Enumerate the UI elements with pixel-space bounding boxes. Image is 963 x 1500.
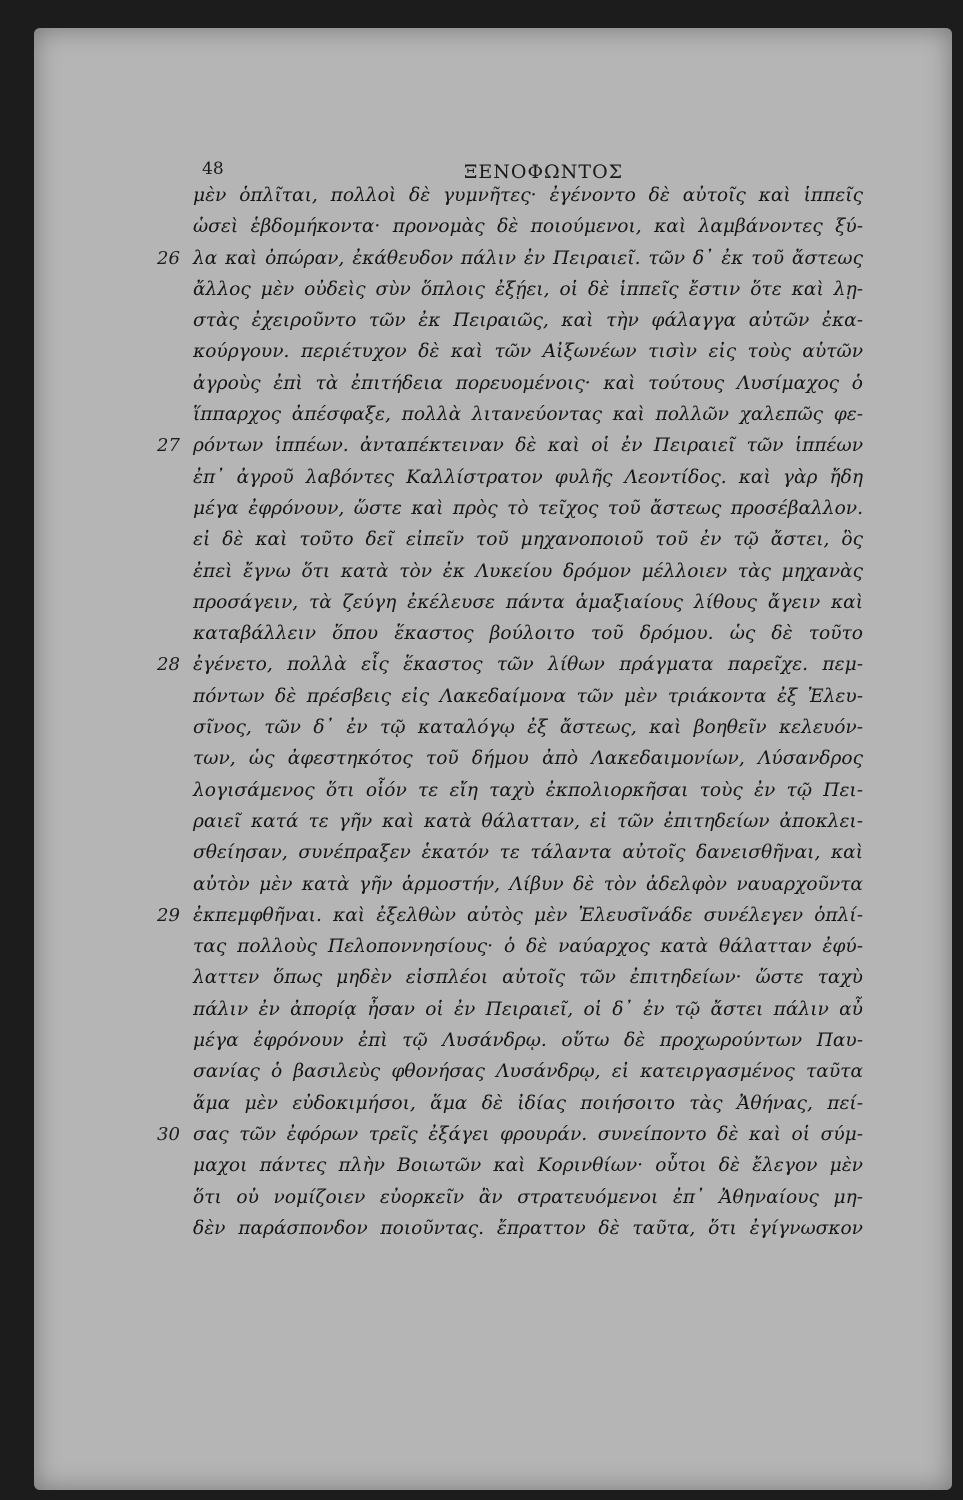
- line-text: εἰ δὲ καὶ τοῦτο δεῖ εἰπεῖν τοῦ μηχανοποιοῦ τοῦ ἐν τῷ ἄστει, ὃς: [193, 529, 863, 551]
- text-line: [157, 430, 863, 461]
- line-text: σανίας ὁ βασιλεὺς φθονήσας Λυσάνδρῳ, εἰ κατειργασμένος ταῦτα: [193, 1061, 863, 1083]
- line-text: λαττεν ὅπως μηδὲν εἰσπλέοι αὐτοῖς τῶν ἐπιτηδείων· ὥστε ταχὺ: [193, 967, 863, 989]
- text-line: [157, 243, 863, 274]
- section-number: 30: [157, 1123, 180, 1145]
- line-text: δὲν παράσπονδον ποιοῦντας. ἔπραττον δὲ ταῦτα, ὅτι ἐγίγνωσκον: [193, 1217, 863, 1239]
- line-text: πάλιν ἐν ἀπορίᾳ ἦσαν οἱ ἐν Πειραιεῖ, οἱ δ᾽ ἐν τῷ ἄστει πάλιν αὖ: [193, 998, 863, 1020]
- line-text: ραιεῖ κατά τε γῆν καὶ κατὰ θάλατταν, εἰ τῶν ἐπιτηδείων ἀποκλει-: [193, 810, 863, 832]
- text-line: [193, 1025, 863, 1056]
- text-line: [193, 931, 863, 962]
- running-head: ΞΕΝΟΦΩΝΤΟΣ: [464, 161, 624, 183]
- text-line: [193, 994, 863, 1025]
- text-line: [193, 587, 863, 618]
- text-line: [193, 712, 863, 743]
- line-text: ἀγροὺς ἐπὶ τὰ ἐπιτήδεια πορευομένοις· καὶ τούτους Λυσίμαχος ὁ: [193, 372, 863, 394]
- line-text: ἵππαρχος ἀπέσφαξε, πολλὰ λιτανεύοντας καὶ πολλῶν χαλεπῶς φε-: [193, 404, 863, 426]
- line-text: καταβάλλειν ὅπου ἕκαστος βούλοιτο τοῦ δρόμου. ὡς δὲ τοῦτο: [193, 623, 863, 645]
- line-text: μέγα ἐφρόνουν, ὥστε καὶ πρὸς τὸ τεῖχος τοῦ ἄστεως προσέβαλλον.: [193, 497, 863, 519]
- line-text: λογισάμενος ὅτι οἷόν τε εἴη ταχὺ ἐκπολιορκῆσαι τοὺς ἐν τῷ Πει-: [193, 779, 863, 801]
- text-line: [193, 681, 863, 712]
- line-text: σθείησαν, συνέπραξεν ἑκατόν τε τάλαντα αὐτοῖς δανεισθῆναι, καὶ: [193, 842, 863, 864]
- section-number: 26: [157, 247, 180, 269]
- line-text: σας τῶν ἐφόρων τρεῖς ἐξάγει φρουράν. συνείποντο δὲ καὶ οἱ σύμ-: [193, 1123, 863, 1145]
- line-text: ἐγένετο, πολλὰ εἷς ἕκαστος τῶν λίθων πράγματα παρεῖχε. πεμ-: [193, 654, 863, 676]
- line-text: ἐκπεμφθῆναι. καὶ ἐξελθὼν αὐτὸς μὲν Ἐλευσῖνάδε συνέλεγεν ὁπλί-: [193, 904, 863, 926]
- text-line: [157, 649, 863, 680]
- text-line: [193, 962, 863, 993]
- line-text: προσάγειν, τὰ ζεύγη ἐκέλευσε πάντα ἁμαξιαίους λίθους ἄγειν καὶ: [193, 591, 863, 613]
- line-text: σῖνος, τῶν δ᾽ ἐν τῷ καταλόγῳ ἐξ ἄστεως, καὶ βοηθεῖν κελευόν-: [193, 717, 863, 739]
- text-line: [193, 806, 863, 837]
- text-line: [157, 900, 863, 931]
- line-text: μὲν ὁπλῖται, πολλοὶ δὲ γυμνῆτες· ἐγένοντο δὲ αὐτοῖς καὶ ἱππεῖς: [193, 185, 863, 206]
- page-number: 48: [202, 159, 224, 179]
- text-line: [193, 618, 863, 649]
- text-line: [193, 211, 863, 242]
- section-number: 27: [157, 435, 180, 457]
- line-text: ἅμα μὲν εὐδοκιμήσοι, ἅμα δὲ ἰδίας ποιήσοιτο τὰς Ἀθήνας, πεί-: [193, 1092, 863, 1114]
- line-text: στὰς ἐχειροῦντο τῶν ἐκ Πειραιῶς, καὶ τὴν φάλαγγα αὐτῶν ἐκα-: [193, 310, 863, 332]
- text-line: [193, 743, 863, 774]
- text-line: [193, 399, 863, 430]
- line-text: ἄλλος μὲν οὐδεὶς σὺν ὅπλοις ἐξῄει, οἱ δὲ ἱππεῖς ἔστιν ὅτε καὶ λῃ-: [193, 278, 863, 300]
- line-text: μαχοι πάντες πλὴν Βοιωτῶν καὶ Κορινθίων· οὗτοι δὲ ἔλεγον μὲν: [193, 1155, 863, 1177]
- text-block: [157, 180, 863, 1244]
- text-line: [157, 1119, 863, 1150]
- line-text: αὐτὸν μὲν κατὰ γῆν ἁρμοστήν, Λίβυν δὲ τὸν ἀδελφὸν ναυαρχοῦντα: [193, 873, 863, 895]
- text-line: [193, 180, 863, 211]
- line-text: ἐπεὶ ἔγνω ὅτι κατὰ τὸν ἐκ Λυκείου δρόμον μέλλοιεν τὰς μηχανὰς: [193, 560, 863, 582]
- line-text: τας πολλοὺς Πελοποννησίους· ὁ δὲ ναύαρχος κατὰ θάλατταν ἐφύ-: [193, 936, 863, 958]
- text-line: [193, 368, 863, 399]
- text-line: [193, 462, 863, 493]
- line-text: ἐπ᾽ ἀγροῦ λαβόντες Καλλίστρατον φυλῆς Λεοντίδος. καὶ γὰρ ἤδη: [193, 466, 863, 488]
- text-line: [193, 524, 863, 555]
- line-text: κούργουν. περιέτυχον δὲ καὶ τῶν Αἰξωνέων τισὶν εἰς τοὺς αὑτῶν: [193, 341, 863, 363]
- line-text: ὅτι οὐ νομίζοιεν εὐορκεῖν ἂν στρατευόμενοι ἐπ᾽ Ἀθηναίους μη-: [193, 1186, 863, 1208]
- line-text: ρόντων ἱππέων. ἀνταπέκτειναν δὲ καὶ οἱ ἐν Πειραιεῖ τῶν ἱππέων: [193, 435, 863, 457]
- text-line: [193, 1088, 863, 1119]
- line-text: πόντων δὲ πρέσβεις εἰς Λακεδαίμονα τῶν μὲν τριάκοντα ἐξ Ἐλευ-: [193, 685, 863, 707]
- text-line: [193, 869, 863, 900]
- text-line: [193, 493, 863, 524]
- line-text: ὡσεὶ ἑβδομήκοντα· προνομὰς δὲ ποιούμενοι, καὶ λαμβάνοντες ξύ-: [193, 216, 863, 238]
- text-line: [193, 837, 863, 868]
- text-line: [193, 305, 863, 336]
- text-line: [193, 556, 863, 587]
- text-line: [193, 1056, 863, 1087]
- text-line: [193, 1150, 863, 1181]
- text-line: [193, 336, 863, 367]
- text-line: [193, 1182, 863, 1213]
- text-line: [193, 1213, 863, 1244]
- line-text: των, ὡς ἀφεστηκότος τοῦ δήμου ἀπὸ Λακεδαιμονίων, Λύσανδρος: [193, 748, 863, 770]
- section-number: 28: [157, 654, 180, 676]
- line-text: μέγα ἐφρόνουν ἐπὶ τῷ Λυσάνδρῳ. οὕτω δὲ προχωρούντων Παυ-: [193, 1030, 863, 1052]
- text-line: [193, 274, 863, 305]
- text-line: [193, 775, 863, 806]
- section-number: 29: [157, 904, 180, 926]
- line-text: λα καὶ ὀπώραν, ἐκάθευδον πάλιν ἐν Πειραιεῖ. τῶν δ᾽ ἐκ τοῦ ἄστεως: [193, 247, 863, 269]
